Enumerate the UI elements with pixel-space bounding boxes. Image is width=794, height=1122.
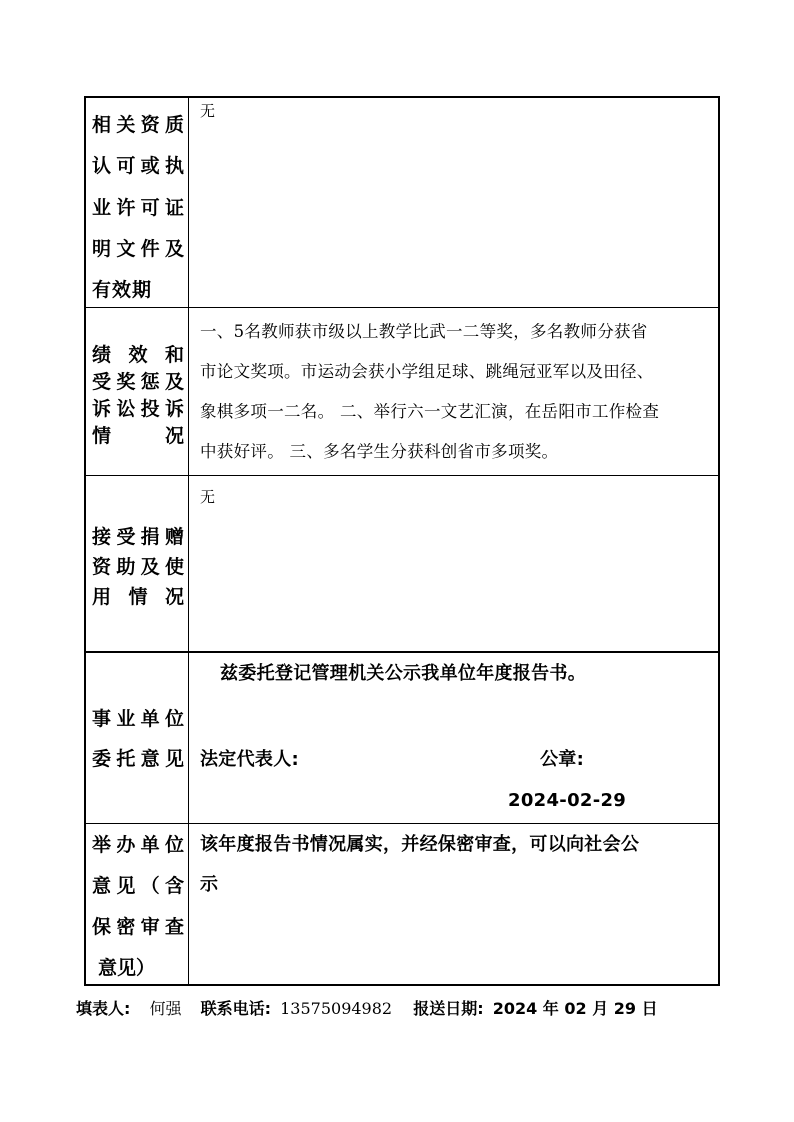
entrust-label — [86, 653, 189, 823]
filler-label: 填表人: — [76, 999, 131, 1018]
entrust-date: 2024-02-29 — [508, 790, 627, 811]
label-line: 认可或执 — [92, 155, 184, 177]
label-line: 相关资质 — [92, 114, 184, 136]
donation-value-cell — [190, 476, 718, 651]
label-line: 诉讼投诉 — [92, 398, 184, 420]
qualification-value-cell — [190, 98, 718, 307]
filler-name: 何强 — [149, 999, 182, 1018]
performance-line: 一、5名教师获市级以上教学比武一二等奖，多名教师分获省 — [200, 322, 648, 341]
performance-value-cell — [190, 308, 718, 475]
label-line: 接受捐赠 — [92, 526, 184, 548]
sponsor-opinion-line: 示 — [200, 874, 219, 895]
label-line: 用 情 况 — [92, 586, 184, 608]
donation-row — [86, 476, 718, 653]
entrust-statement: 兹委托登记管理机关公示我单位年度报告书。 — [220, 663, 586, 684]
sponsor-opinion-line: 该年度报告书情况属实，并经保密审查，可以向社会公 — [200, 834, 640, 855]
entrust-value-cell — [190, 653, 718, 823]
performance-line: 市论文奖项。市运动会获小学组足球、跳绳冠亚军以及田径、 — [200, 362, 654, 381]
report-table — [84, 96, 720, 986]
sponsor-value-cell — [190, 824, 718, 984]
label-line: 委托意见 — [92, 748, 184, 770]
performance-line: 中获好评。 三、多名学生分获科创省市多项奖。 — [200, 442, 559, 461]
label-line: 举办单位 — [92, 834, 184, 856]
label-line: 事业单位 — [92, 708, 184, 730]
qualification-label — [86, 98, 189, 307]
submit-date-label: 报送日期: — [413, 999, 484, 1018]
label-line: 业许可证 — [92, 197, 184, 219]
entrust-row — [86, 653, 718, 824]
performance-line: 象棋多项一二名。 二、举行六一文艺汇演，在岳阳市工作检查 — [200, 402, 660, 421]
form-footer — [76, 996, 658, 1019]
label-line: 资助及使 — [92, 556, 184, 578]
label-line: 情 况 — [92, 425, 184, 447]
phone-number: 13575094982 — [280, 999, 393, 1018]
label-line: 绩 效 和 — [92, 344, 184, 366]
label-line: 意见（含 — [92, 875, 184, 897]
seal-label: 公章: — [540, 749, 585, 770]
phone-label: 联系电话: — [200, 999, 272, 1018]
donation-value: 无 — [200, 488, 216, 506]
performance-row — [86, 308, 718, 476]
performance-label — [86, 308, 189, 475]
label-line: 保密审查 — [92, 916, 184, 938]
legal-rep-label: 法定代表人: — [200, 749, 299, 770]
donation-label — [86, 476, 189, 651]
sponsor-row — [86, 824, 718, 984]
label-line: 意见） — [98, 957, 156, 979]
label-line: 明文件及 — [92, 238, 184, 260]
qualification-value: 无 — [200, 102, 216, 120]
sponsor-label — [86, 824, 189, 984]
label-line: 受奖惩及 — [92, 371, 184, 393]
label-line: 有效期 — [92, 279, 153, 301]
qualification-row — [86, 98, 718, 308]
submit-date: 2024 年 02 月 29 日 — [492, 999, 658, 1018]
